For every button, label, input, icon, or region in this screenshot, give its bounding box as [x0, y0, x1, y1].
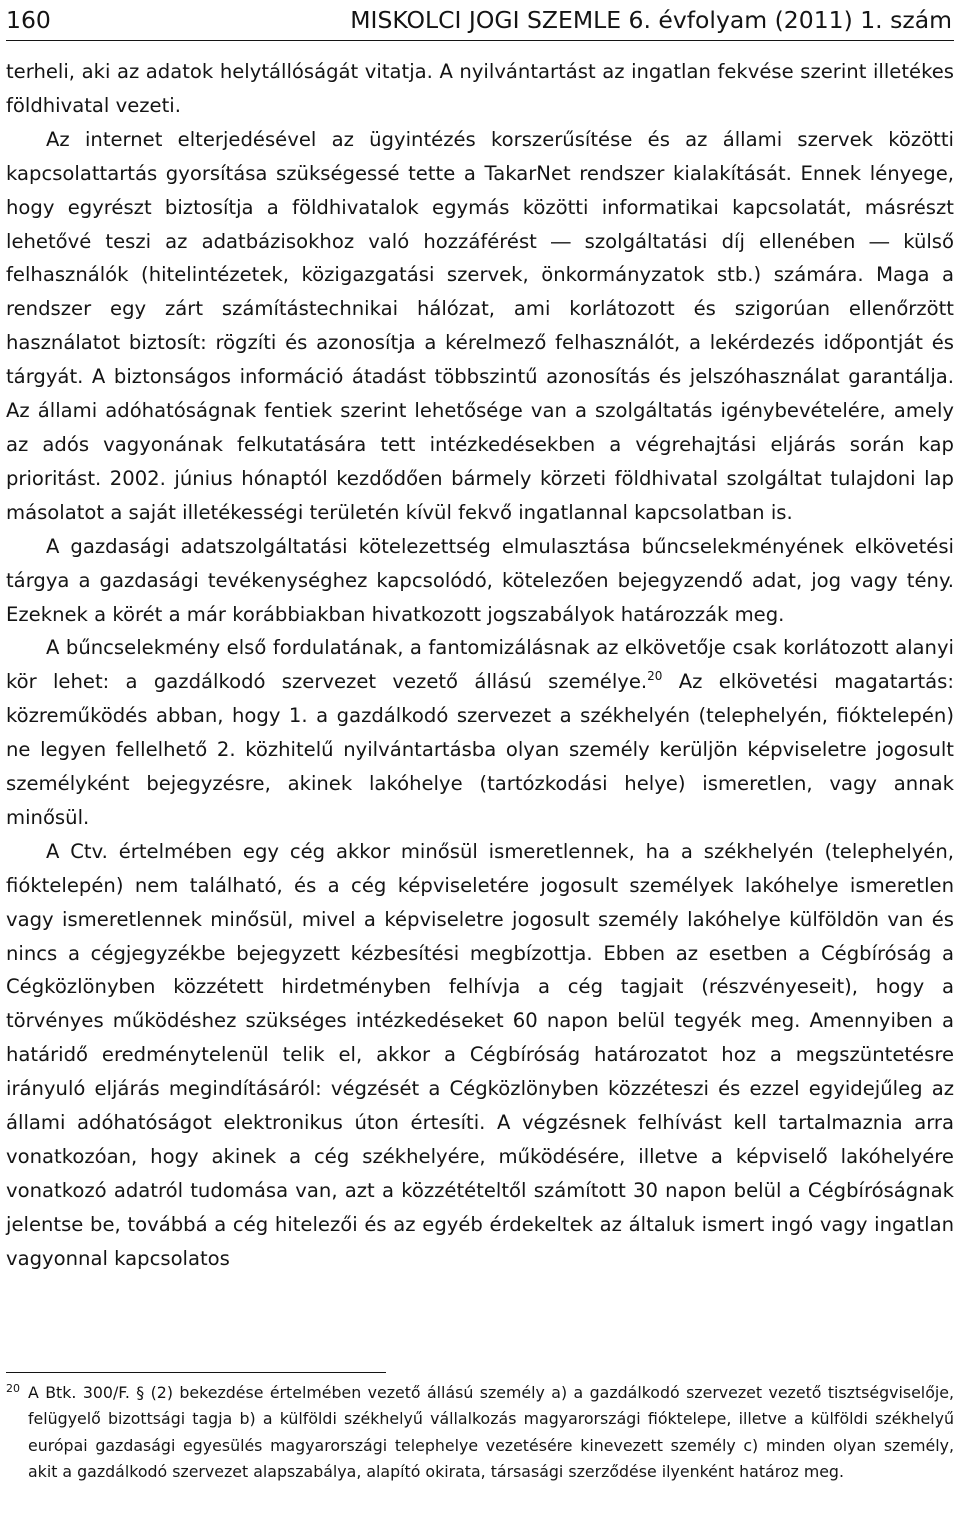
body-text	[6, 55, 954, 1276]
footnote-text: A Btk. 300/F. § (2) bekezdése értelmében vezető állású személy a) a gazdálkodó szervezet vezető tisztségviselője, felügyelő bizottsági tagja b) a külföldi székhelyű vállalkozás magyarországi fióktelepe, illetve a külföldi székhelyű európai gazdasági egyesülés magyarországi telephelye vezetésére kinevezett személy c) minden olyan személy, akit a gazdálkodó szervezet alapszabálya, alapító okirata, társasági szerződése ilyenként határoz meg.	[28, 1383, 954, 1481]
footnote	[6, 1380, 954, 1485]
page-header	[6, 0, 954, 41]
footnote-reference[interactable]: 20	[647, 669, 663, 684]
running-title: MISKOLCI JOGI SZEMLE 6. évfolyam (2011) 1. szám	[350, 6, 952, 34]
document-page	[6, 0, 954, 1481]
paragraph-4-text-b: Az elkövetési magatartás: közreműködés abban, hogy 1. a gazdálkodó szervezet a székhelyén (telephelyén, fióktelepén) ne legyen fellelhető 2. közhitelű nyilvántartásba olyan személy kerüljön képviseletre jogosult személyként bejegyzésre, akinek lakóhelye (tartózkodási helye) ismeretlen, vagy annak minősül.	[6, 670, 954, 829]
page-number: 160	[6, 6, 51, 34]
paragraph-4	[6, 631, 954, 834]
footnote-number: 20	[6, 1382, 20, 1395]
paragraph-5: A Ctv. értelmében egy cég akkor minősül ismeretlennek, ha a székhelyén (telephelyén, fióktelepén) nem található, és a cég képviseletére jogosult személyek lakóhelye ismeretlen vagy ismeretlennek minősül, mivel a képviseletre jogosult személy lakóhelye külföldön van és nincs a cégjegyzékbe bejegyzett kézbesítési megbízottja. Ebben az esetben a Cégbíróság a Cégközlönyben közzétett hirdetményben felhívja a cég tagjait (részvényeseit), hogy a törvényes működéshez szükséges intézkedéseket 60 napon belül tegyék meg. Amennyiben a határidő eredménytelenül telik el, akkor a Cégbíróság határozatot hoz a megszüntetésre irányuló eljárás megindításáról: végzését a Cégközlönyben közzéteszi és ezzel egyidejűleg az állami adóhatóságot elektronikus úton értesíti. A végzésnek felhívást kell tartalmaznia arra vonatkozóan, hogy akinek a cég székhelyére, működésére, illetve a képviselő lakóhelyére vonatkozó adatról tudomása van, azt a közzétételtől számított 30 napon belül a Cégbíróságnak jelentse be, továbbá a cég hitelezői és az egyéb érdekeltek az általuk ismert ingó vagy ingatlan vagyonnal kapcsolatos	[6, 839, 954, 1270]
paragraph-3: A gazdasági adatszolgáltatási kötelezettség elmulasztása bűncselekményének elkövetési tárgya a gazdasági tevékenységhez kapcsolódó, kötelezően bejegyzendő adat, jog vagy tény. Ezeknek a körét a már korábbiakban hivatkozott jogszabályok határozzák meg.	[6, 534, 954, 626]
footnote-separator	[6, 1372, 386, 1373]
paragraph-1: terheli, aki az adatok helytállóságát vitatja. A nyilvántartást az ingatlan fekvése szerint illetékes földhivatal vezeti.	[6, 60, 954, 117]
paragraph-2: Az internet elterjedésével az ügyintézés korszerűsítése és az állami szervek közötti kapcsolattartás gyorsítása szükségessé tette a TakarNet rendszer kialakítását. Ennek lényege, hogy egyrészt biztosítja a földhivatalok egymás közötti informatikai kapcsolatát, másrészt lehetővé teszi az adatbázisokhoz való hozzáférést ― szolgáltatási díj ellenében ― külső felhasználók (hitelintézetek, közigazgatási szervek, önkormányzatok stb.) számára. Maga a rendszer egy zárt számítástechnikai hálózat, ami korlátozott és szigorúan ellenőrzött használatot biztosít: rögzíti és azonosítja a kérelmező felhasználót, a lekérdezés időpontját és tárgyát. A biztonságos információ átadást többszintű azonosítás és jelszóhasználat garantálja. Az állami adóhatóságnak fentiek szerint lehetősége van a szolgáltatás igénybevételére, amely az adós vagyonának felkutatására tett intézkedésekben a végrehajtási eljárás során kap prioritást. 2002. június hónaptól kezdődően bármely körzeti földhivatal szolgáltat tulajdoni lap másolatot a saját illetékességi területén kívül fekvő ingatlannal kapcsolatban is.	[6, 127, 954, 524]
paragraph-4-text-a: A bűncselekmény első fordulatának, a fantomizálásnak az elkövetője csak korlátozott alanyi kör lehet: a gazdálkodó szervezet vezető állású személye.	[6, 636, 954, 694]
